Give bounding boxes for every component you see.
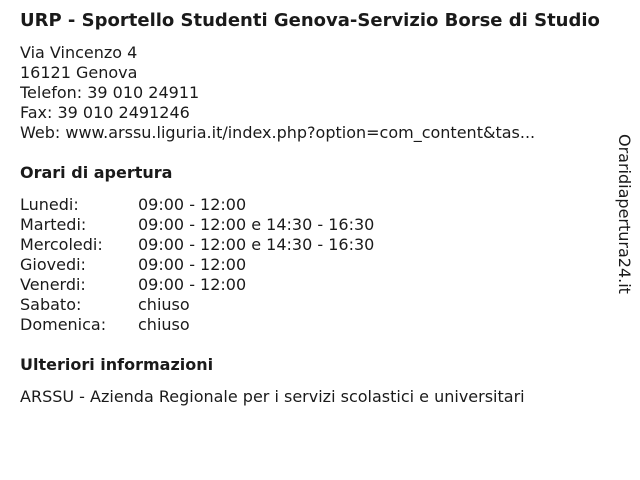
hours-day: Domenica: [20, 315, 107, 334]
hours-time: 09:00 - 12:00 e 14:30 - 16:30 [138, 215, 375, 234]
address-city: 16121 Genova [20, 63, 138, 82]
hours-row-tuesday [20, 215, 600, 235]
address-street: Via Vincenzo 4 [20, 43, 138, 62]
hours-row-monday [20, 195, 600, 215]
info-heading: Ulteriori informazioni [20, 355, 214, 374]
address-web-link[interactable]: Web: www.arssu.liguria.it/index.php?option=com_content&tas... [20, 123, 536, 142]
hours-day: Giovedi: [20, 255, 86, 274]
hours-day: Martedi: [20, 215, 87, 234]
hours-day: Venerdi: [20, 275, 86, 294]
page-title: URP - Sportello Studenti Genova-Servizio Borse di Studio [20, 10, 600, 31]
hours-time: 09:00 - 12:00 [138, 275, 247, 294]
hours-heading: Orari di apertura [20, 163, 173, 182]
info-text: ARSSU - Azienda Regionale per i servizi scolastici e universitari [20, 387, 525, 406]
hours-row-friday [20, 275, 600, 295]
hours-row-thursday [20, 255, 600, 275]
hours-day: Mercoledi: [20, 235, 103, 254]
hours-time: chiuso [138, 295, 190, 314]
hours-day: Lunedi: [20, 195, 79, 214]
brand-watermark: Oraridiapertura24.it [615, 134, 634, 294]
hours-row-sunday [20, 315, 600, 335]
hours-row-saturday [20, 295, 600, 315]
hours-time: 09:00 - 12:00 e 14:30 - 16:30 [138, 235, 375, 254]
hours-day: Sabato: [20, 295, 82, 314]
content [20, 10, 600, 407]
hours-time: chiuso [138, 315, 190, 334]
hours-time: 09:00 - 12:00 [138, 255, 247, 274]
hours-row-wednesday [20, 235, 600, 255]
hours-time: 09:00 - 12:00 [138, 195, 247, 214]
hours-table [20, 195, 600, 335]
address-fax: Fax: 39 010 2491246 [20, 103, 190, 122]
address-block [20, 43, 600, 143]
address-phone: Telefon: 39 010 24911 [20, 83, 200, 102]
